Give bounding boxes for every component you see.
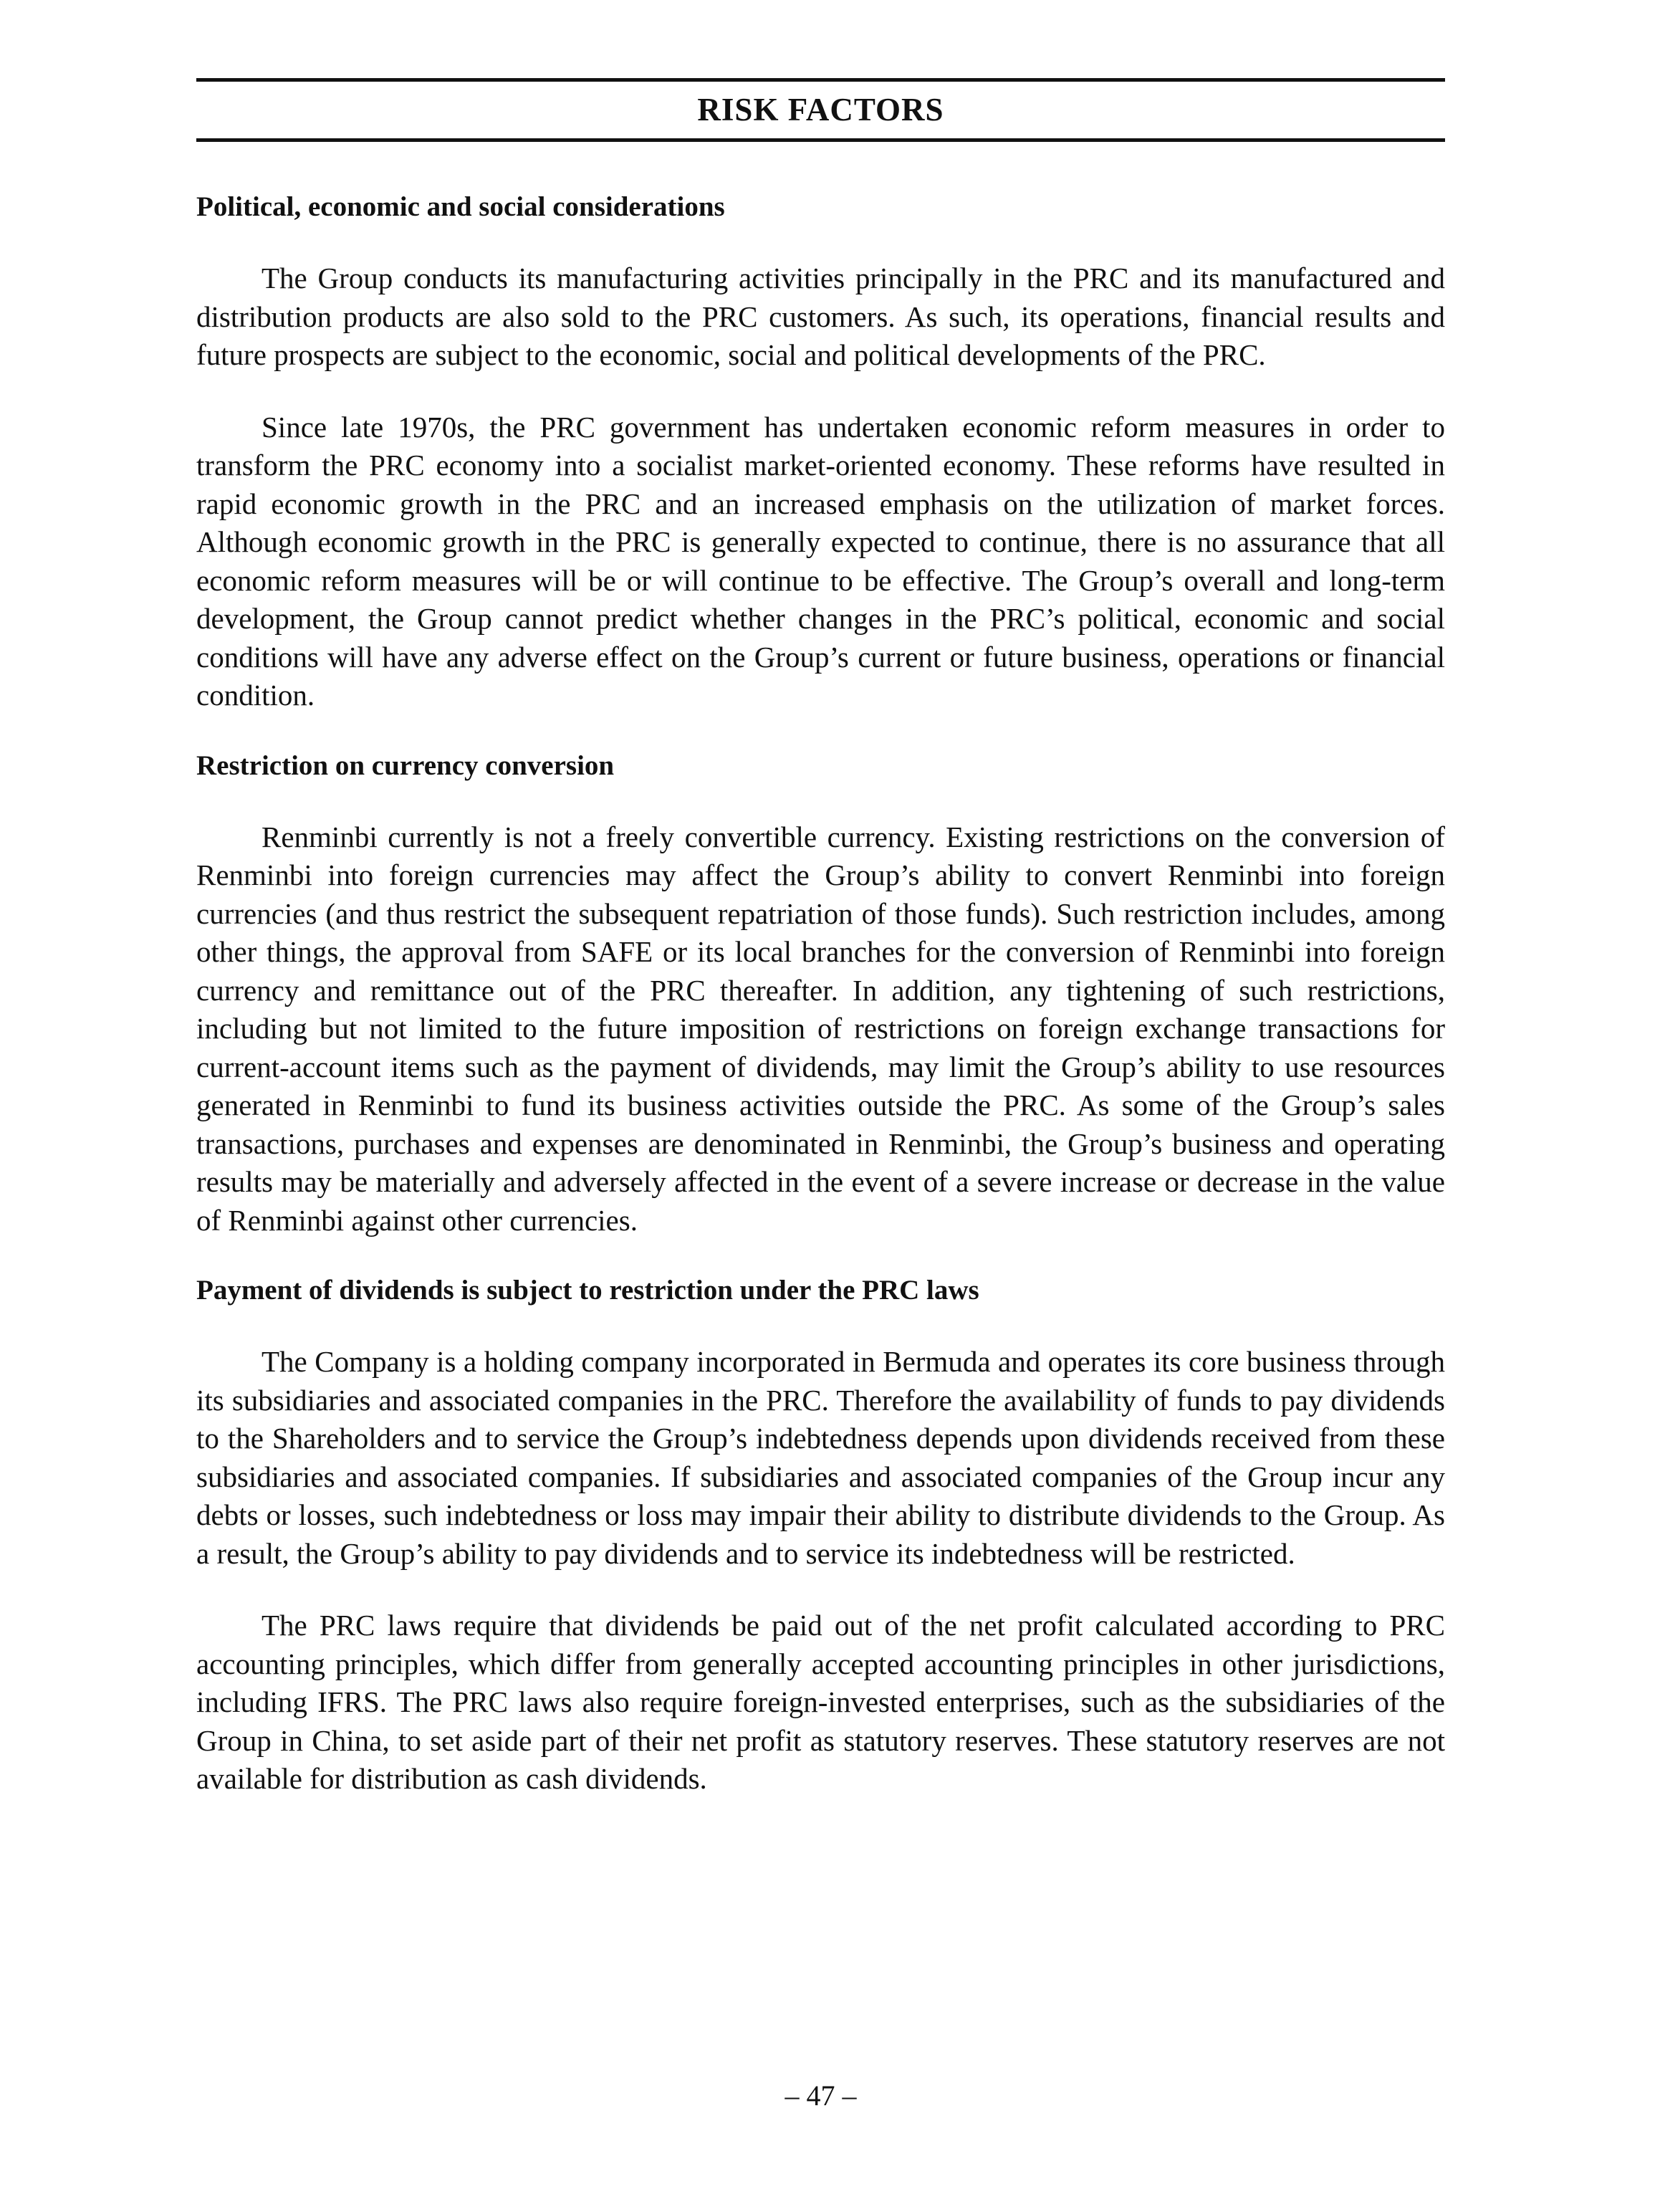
paragraph: Renminbi currently is not a freely convertible currency. Existing restrictions on the conversion of Renminbi into foreign currencies may affect the Group’s ability to convert Renminbi into foreign currencies (and thus restrict the subsequent repatriation of those funds). Such restriction includes, among other things, the approval from SAFE or its local branches for the conversion of Renminbi into foreign currency and remittance out of the PRC thereafter. In addition, any tightening of such restrictions, including but not limited to the future imposition of restrictions on foreign exchange transactions for current-account items such as the payment of dividends, may limit the Group’s ability to use resources generated in Renminbi to fund its business activities outside the PRC. As some of the Group’s sales transactions, purchases and expenses are denominated in Renminbi, the Group’s business and operating results may be materially and adversely affected in the event of a severe increase or decrease in the value of Renminbi against other currencies. bbox=[196, 820, 1445, 1237]
paragraph: The Company is a holding company incorporated in Bermuda and operates its core business through its subsidiaries and associated companies in the PRC. Therefore the availability of funds to pay dividends to the Shareholders and to service the Group’s indebtedness depends upon dividends received from these subsidiaries and associated companies. If subsidiaries and associated companies of the Group incur any debts or losses, such indebtedness or loss may impair their ability to distribute dividends to the Group. As a result, the Group’s ability to pay dividends and to service its indebtedness will be restricted. bbox=[196, 1345, 1445, 1570]
section-heading: Political, economic and social considerations bbox=[196, 191, 725, 222]
page-number: – 47 – bbox=[785, 2079, 857, 2112]
page-title: RISK FACTORS bbox=[697, 92, 944, 128]
header-bottom-rule bbox=[196, 138, 1445, 142]
paragraph: The PRC laws require that dividends be paid out of the net profit calculated according to PRC accounting principles, which differ from generally accepted accounting principles in other jurisdictions, including IFRS. The PRC laws also require foreign-invested enterprises, such as the subsidiaries of the Group in China, to set aside part of their net profit as statutory reserves. These statutory reserves are not available for distribution as cash dividends. bbox=[196, 1609, 1445, 1795]
paragraph: The Group conducts its manufacturing activities principally in the PRC and its manufactured and distribution products are also sold to the PRC customers. As such, its operations, financial results and future prospects are subject to the economic, social and political developments of the PRC. bbox=[196, 262, 1445, 371]
header-top-rule bbox=[196, 78, 1445, 82]
paragraph: Since late 1970s, the PRC government has undertaken economic reform measures in order to transform the PRC economy into a socialist market-oriented economy. These reforms have resulted in rapid economic growth in the PRC and an increased emphasis on the utilization of market forces. Although economic growth in the PRC is generally expected to continue, there is no assurance that all economic reform measures will be or will continue to be effective. The Group’s overall and long-term development, the Group cannot predict whether changes in the PRC’s political, economic and social conditions will have any adverse effect on the Group’s current or future business, operations or financial condition. bbox=[196, 410, 1445, 712]
section-currency-conversion bbox=[196, 747, 1445, 1240]
section-political-economic-social bbox=[196, 188, 1445, 715]
section-heading: Payment of dividends is subject to restriction under the PRC laws bbox=[196, 1275, 979, 1306]
document-body bbox=[196, 188, 1445, 1799]
section-dividend-restriction bbox=[196, 1271, 1445, 1799]
section-heading: Restriction on currency conversion bbox=[196, 750, 615, 781]
